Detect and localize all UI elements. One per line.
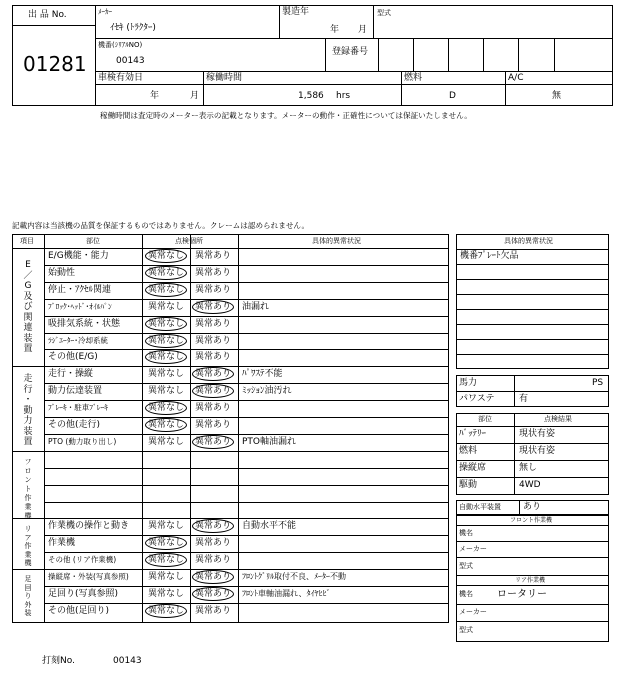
hp-label: 馬力 — [459, 378, 478, 388]
group-label-eg: E ／ G 及 び 関 連 装 置 — [23, 260, 33, 354]
inspect-month: 月 — [190, 91, 200, 101]
selection-circle — [192, 570, 234, 584]
row-detail: 自動水平不能 — [242, 521, 297, 531]
row-part: E/G機能・能力 — [48, 251, 109, 261]
row-part: ﾌﾞﾛｯｸ･ﾍｯﾄﾞ･ｵｲﾙﾊﾟﾝ — [48, 302, 112, 311]
selection-circle — [145, 317, 187, 331]
row-option-ok: 異常なし — [148, 437, 185, 447]
col-part-header: 部位 — [86, 237, 100, 245]
row-part: 動力伝達装置 — [48, 386, 103, 396]
selection-circle — [145, 604, 187, 618]
row-option-ng: 異常あり — [195, 420, 232, 430]
result-part: ﾊﾞｯﾃﾘｰ — [459, 429, 487, 439]
selection-circle — [145, 553, 187, 567]
ac-label: A/C — [508, 73, 524, 83]
row-part: 停止・ｱｸｾﾙ関連 — [48, 285, 112, 295]
row-part: 操縦席・外装(写真参照) — [48, 572, 129, 581]
row-part: ﾌﾞﾚｰｷ・駐車ﾌﾞﾚｰｷ — [48, 403, 108, 412]
front-implement-title: フロント作業機 — [510, 517, 553, 524]
hours-unit: hrs — [336, 91, 351, 101]
row-option-ng: 異常あり — [195, 589, 232, 599]
row-part: その他(E/G) — [48, 352, 98, 362]
model-label: 型式 — [377, 9, 391, 17]
row-part: 始動性 — [48, 268, 76, 278]
row-option-ng: 異常あり — [195, 369, 232, 379]
row-option-ng: 異常あり — [195, 386, 232, 396]
row-part: その他(足回り) — [48, 606, 110, 616]
engraving-value: 00143 — [113, 656, 142, 666]
hours-label: 稼働時間 — [206, 73, 243, 83]
row-part: 作業機の操作と動き — [48, 521, 130, 531]
selection-circle — [145, 266, 187, 280]
row-option-ok: 異常なし — [148, 403, 185, 413]
col-detail-header: 具体的異常状況 — [312, 237, 361, 245]
row-option-ok: 異常なし — [148, 589, 185, 599]
front-name-label: 機名 — [459, 529, 473, 537]
row-option-ok: 異常なし — [148, 521, 185, 531]
row-part: 足回り(写真参照) — [48, 589, 119, 599]
row-option-ng: 異常あり — [195, 352, 232, 362]
result-part: 操縦席 — [459, 463, 487, 473]
fuel-label: 燃料 — [404, 73, 423, 83]
inspect-label: 車検有効日 — [98, 73, 144, 83]
rear-implement-title: リア作業機 — [515, 577, 546, 584]
auto-label: 自動水平装置 — [459, 503, 501, 511]
inspect-year: 年 — [150, 91, 160, 101]
maker-label: ﾒｰｶｰ — [98, 8, 112, 16]
year-label: 製造年 — [282, 7, 310, 17]
row-option-ng: 異常あり — [195, 555, 232, 565]
hp-unit: PS — [592, 378, 604, 388]
reg-label: 登録番号 — [332, 47, 369, 57]
group-label-front: フ ロ ン ト 作 業 機 — [24, 458, 32, 520]
ac-value: 無 — [552, 91, 562, 101]
row-detail: ﾐｯｼｮﾝ油汚れ — [242, 386, 292, 396]
row-option-ok: 異常なし — [148, 352, 185, 362]
row-option-ok: 異常なし — [148, 268, 185, 278]
row-part: ﾗｼﾞｴｰﾀｰ･冷却系統 — [48, 336, 108, 345]
row-part: その他(走行) — [48, 420, 101, 430]
row-option-ng: 異常あり — [195, 403, 232, 413]
row-detail: ﾊﾟﾜｽﾃ不能 — [242, 369, 283, 379]
row-detail: PTO軸油漏れ — [242, 437, 297, 447]
row-detail: ﾌﾛﾝﾄｸﾞﾘﾙ取付不良、ﾒｰﾀｰ不動 — [242, 572, 346, 581]
group-label-undercarriage: 足 回 り 外 装 — [24, 575, 32, 617]
front-maker-label: メーカー — [459, 545, 487, 553]
row-option-ok: 異常なし — [148, 336, 185, 346]
row-option-ok: 異常なし — [148, 319, 185, 329]
selection-circle — [145, 536, 187, 550]
row-option-ok: 異常なし — [148, 572, 185, 582]
row-part: 吸排気系統・状態 — [48, 319, 121, 329]
row-option-ok: 異常なし — [148, 386, 185, 396]
row-option-ok: 異常なし — [148, 538, 185, 548]
fuel-value: D — [449, 91, 456, 101]
lot-label: 出 品 No. — [28, 10, 67, 20]
row-part: その他 (リア作業機) — [48, 555, 117, 564]
lot-number: 01281 — [23, 52, 87, 76]
row-option-ok: 異常なし — [148, 606, 185, 616]
row-option-ng: 異常あり — [195, 268, 232, 278]
row-part: 走行・操縦 — [48, 369, 94, 379]
month-unit: 月 — [358, 25, 368, 35]
row-option-ng: 異常あり — [195, 251, 232, 261]
group-label-rear: リ ア 作 業 機 — [24, 525, 32, 567]
selection-circle — [145, 350, 187, 364]
result-value: 無し — [519, 463, 538, 473]
row-option-ok: 異常なし — [148, 285, 185, 295]
rear-name-value: ロータリー — [497, 589, 547, 600]
col-item-header: 項目 — [20, 237, 34, 245]
row-option-ng: 異常あり — [195, 521, 232, 531]
quality-note: 記載内容は当該機の品質を保証するものではありません。クレームは認められません。 — [12, 221, 310, 230]
hours-note: 稼働時間は査定時のメーター表示の記載となります。メーターの動作・正確性については保証いたしません。 — [100, 111, 472, 120]
right-detail-header: 具体的異常状況 — [504, 237, 553, 245]
rear-model-label: 型式 — [459, 626, 473, 634]
col-check-header: 点検個所 — [175, 237, 203, 245]
ps-value: 有 — [519, 394, 529, 404]
selection-circle — [192, 587, 234, 601]
year-unit: 年 — [330, 25, 340, 35]
row-option-ok: 異常なし — [148, 369, 185, 379]
selection-circle — [192, 384, 234, 398]
row-option-ok: 異常なし — [148, 555, 185, 565]
row-detail: ﾌﾛﾝﾄ車軸油漏れ、ﾀｲﾔﾋﾋﾞ — [242, 589, 331, 598]
ps-label: パワステ — [459, 394, 495, 404]
selection-circle — [145, 249, 187, 263]
part-header: 部位 — [478, 415, 492, 423]
selection-circle — [192, 519, 234, 533]
hours-value: 1,586 — [298, 91, 324, 101]
row-part: 作業機 — [48, 538, 76, 548]
row-option-ng: 異常あり — [195, 285, 232, 295]
result-header: 点検結果 — [544, 415, 572, 423]
row-option-ng: 異常あり — [195, 606, 232, 616]
row-option-ok: 異常なし — [148, 420, 185, 430]
row-option-ng: 異常あり — [195, 336, 232, 346]
row-part: PTO (動力取り出し) — [48, 437, 117, 446]
rear-maker-label: メーカー — [459, 608, 487, 616]
serial-value: 00143 — [116, 56, 145, 66]
right-detail-item: 機番ﾌﾟﾚｰﾄ欠品 — [460, 251, 519, 261]
selection-circle — [145, 418, 187, 432]
row-option-ng: 異常あり — [195, 437, 232, 447]
rear-name-label: 機名 — [459, 590, 473, 598]
row-option-ok: 異常なし — [148, 302, 185, 312]
result-part: 駆動 — [459, 480, 478, 490]
row-option-ng: 異常あり — [195, 572, 232, 582]
selection-circle — [145, 334, 187, 348]
group-label-drive: 走 行 ・ 動 力 装 置 — [23, 374, 33, 447]
result-value: 現状有姿 — [519, 446, 556, 456]
selection-circle — [192, 300, 234, 314]
result-value: 現状有姿 — [519, 429, 556, 439]
row-option-ng: 異常あり — [195, 319, 232, 329]
front-model-label: 型式 — [459, 562, 473, 570]
selection-circle — [192, 435, 234, 449]
maker-value: ｲｾｷ (ﾄﾗｸﾀｰ) — [110, 23, 156, 33]
serial-label: 機番(ｼﾘｱﾙNO) — [98, 41, 143, 49]
result-part: 燃料 — [459, 446, 478, 456]
selection-circle — [192, 367, 234, 381]
engraving-label: 打刻No. — [42, 656, 75, 666]
selection-circle — [145, 283, 187, 297]
result-value: 4WD — [519, 480, 541, 490]
row-option-ok: 異常なし — [148, 251, 185, 261]
row-option-ng: 異常あり — [195, 538, 232, 548]
selection-circle — [145, 401, 187, 415]
row-option-ng: 異常あり — [195, 302, 232, 312]
auto-value: あり — [523, 502, 542, 512]
row-detail: 油漏れ — [242, 302, 270, 312]
